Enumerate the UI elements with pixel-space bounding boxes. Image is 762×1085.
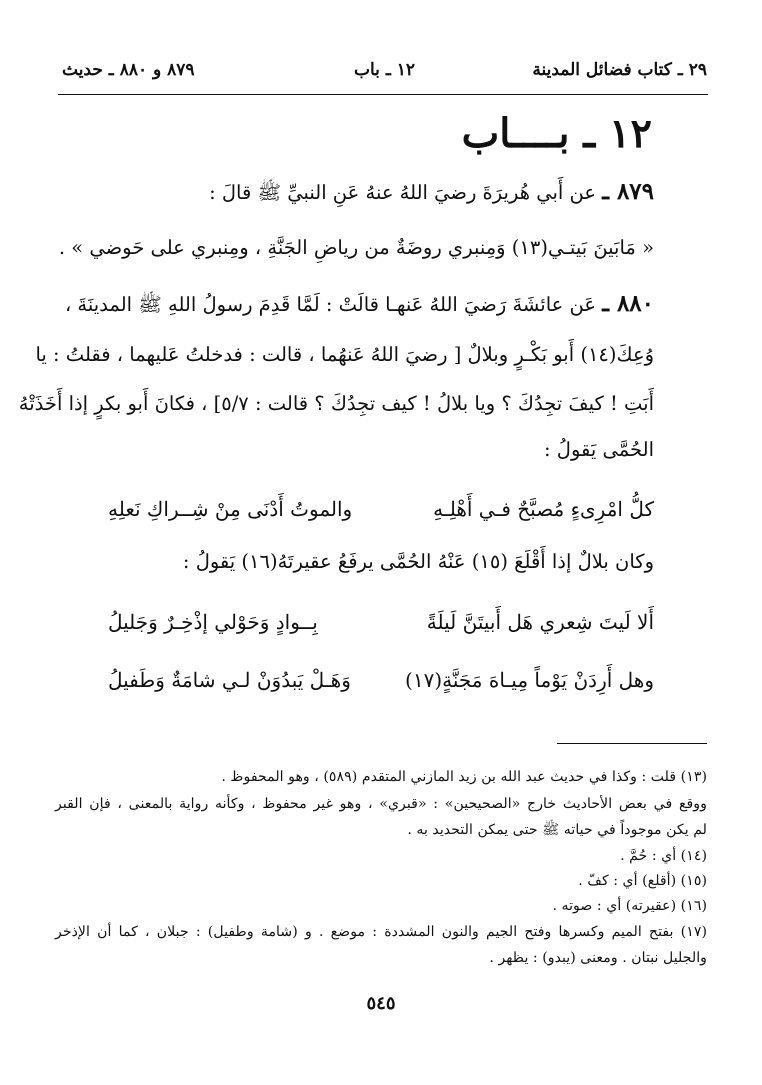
hadith-880-text: عَن عائشَةَ رَضيَ اللهُ عَنهـا قالَتْ : لَمَّا قَدِمَ رسولُ اللهِ ﷺ المدينَةَ ، [64, 293, 596, 316]
hadith-879-number: ٨٧٩ ـ [602, 178, 654, 205]
footnote-13: (١٣) قلت : وكذا في حديث عبد الله بن زيد المازني المتقدم (٥٨٩) ، وهو المحفوظ . [221, 769, 707, 785]
poem-1-first-hemistich: كلُّ امْرِىءٍ مُصبَّحٌ فـي أَهْلِـهِ [433, 497, 654, 521]
poem-2-first-hemistich: أَلا لَيتَ شِعري هَل أَبيتَنَّ لَيلَةً [426, 610, 654, 634]
hadith-880-line-5: وكان بلالٌ إذا أَقْلَعَ (١٥) عَنْهُ الحُمَّى يرفَعُ عقيرتَهُ(١٦) يَقولُ : [182, 550, 654, 573]
footnote-13-continued: ووقع في بعض الأحاديث خارج «الصحيحين» : «قبري» ، وهو غير محفوظ ، وكأنه رواية بالمعنى ، فإن القبر [55, 796, 707, 812]
header-hadith-range: ٨٧٩ و ٨٨٠ ـ حديث [62, 60, 195, 80]
hadith-880-number: ٨٨٠ ـ [602, 290, 654, 317]
footnote-17: (١٧) بفتح الميم وكسرها وفتح الجيم والنون المشددة : موضع . و (شامة وطفيل) : جبلان ، كما أن الإذخر [55, 924, 707, 940]
footnote-divider [557, 743, 707, 744]
hadith-880-line-3: أَبَتِ ! كيفَ تجِدُكَ ؟ ويا بلالُ ! كيف تجِدُكَ ؟ قالت : ٥/٧] ، فكانَ أَبو بكرٍ إذا أَخَذَتْهُ [18, 392, 654, 415]
hadith-879-text: عن أَبي هُريرَةَ رضيَ اللهُ عنهُ عَنِ النبيِّ ﷺ قالَ : [209, 181, 596, 204]
footnote-16: (١٦) (عقيرته) أي : صوته . [552, 898, 707, 914]
hadith-880-line-2: وُعِكَ(١٤) أَبو بَكْـرٍ وبلالٌ [ رضيَ اللهُ عَنهُما ، قالت : فدخلتُ عَليهما ، فقلتُ : يا [35, 343, 654, 366]
poem-1-second-hemistich: والموتُ أَدْنَى مِنْ شِــراكِ نَعلِهِ [108, 497, 353, 521]
header-chapter: ١٢ ـ باب [354, 60, 415, 80]
footnote-14: (١٤) أي : حُمَّ . [620, 848, 707, 864]
poem-3-first-hemistich: وهل أَرِدَنْ يَوْماً مِيـاهَ مَجَنَّةٍ(١٧) [405, 668, 654, 692]
footnote-13-end: لم يكن موجوداً في حياته ﷺ حتى يمكن التحديد به . [407, 822, 707, 838]
footnote-17-end: والجليل نبتان . ومعنى (يبدو) : يظهر . [489, 950, 707, 966]
page-number: ٥٤٥ [366, 993, 396, 1014]
header-divider [58, 94, 708, 95]
hadith-879-line-1 [55, 178, 654, 209]
hadith-880-line-4: الحُمَّى يَقولُ : [544, 438, 654, 461]
footnote-15: (١٥) (أقلع) أي : كفّ . [578, 873, 707, 889]
chapter-title: ١٢ ـ بــــاب [461, 110, 652, 157]
hadith-880-line-1 [55, 290, 654, 321]
running-header [62, 60, 707, 90]
header-book-title: ٢٩ ـ كتاب فضائل المدينة [532, 60, 707, 80]
poem-2-second-hemistich: بِــوادٍ وَحَوْلي إذْخِـرٌ وَجَليلُ [108, 610, 318, 634]
poem-3-second-hemistich: وَهَـلْ يَبدُوَنْ لـي شامَةٌ وَطَفيلُ [108, 668, 351, 692]
hadith-879-line-2: « مَابَينَ بَيتـي(١٣) وَمِنبري روضَةٌ من رياضِ الجَنَّةِ ، ومِنبري على حَوضي » . [58, 236, 654, 259]
